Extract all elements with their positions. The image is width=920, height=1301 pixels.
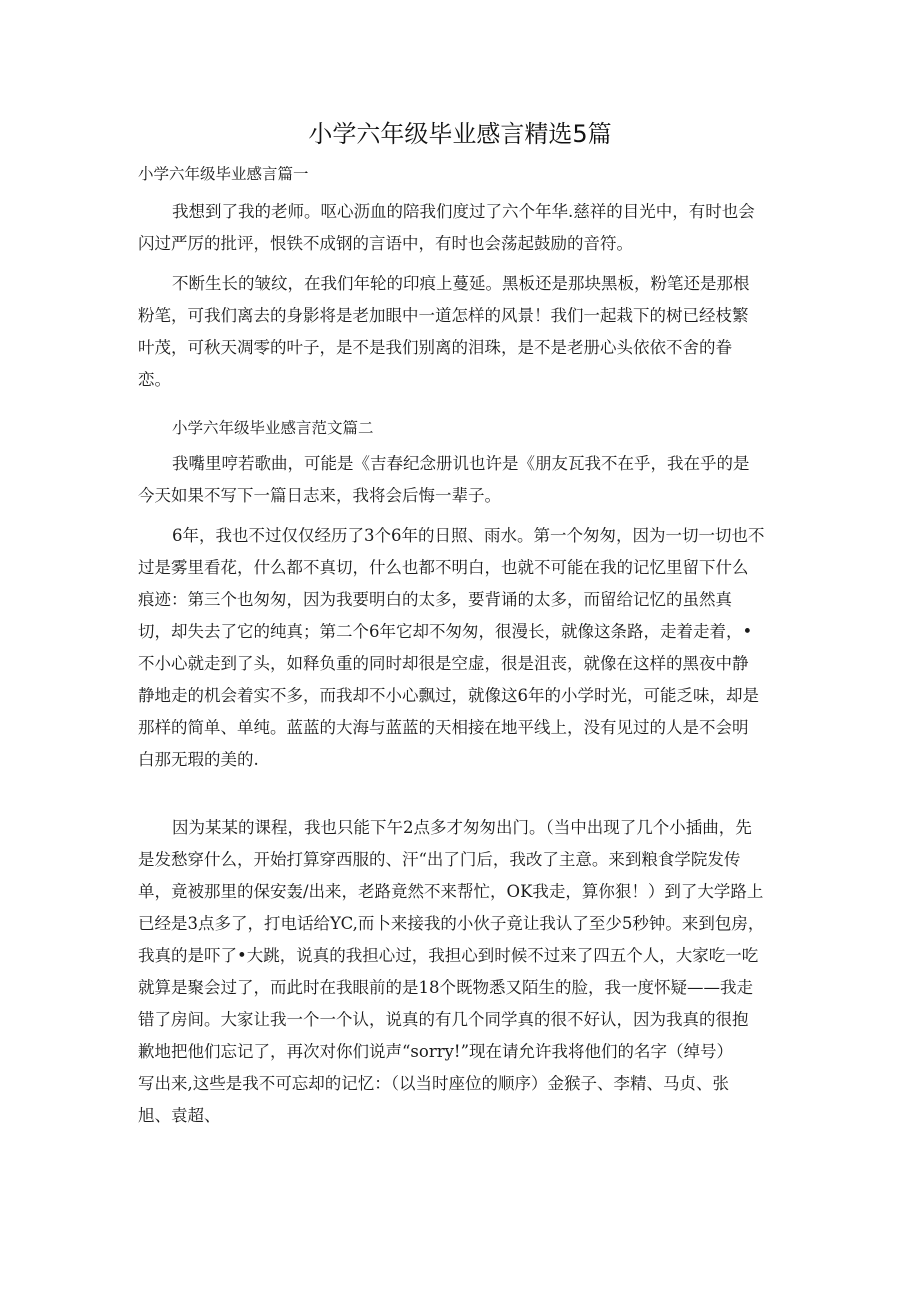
paragraph-line: 不断生长的皱纹，在我们年轮的印痕上蔓延。黑板还是那块黑板，粉笔还是那根 — [172, 274, 750, 293]
paragraph-line: 今天如果不写下一篇日志来，我将会后悔一辈子。 — [138, 486, 501, 505]
paragraph-line: 叶茂，可秋天凋零的叶子，是不是我们别离的泪珠，是不是老册心头依依不舍的眷 — [138, 338, 732, 357]
paragraph-line: 粉笔，可我们离去的身影将是老加眼中一道怎样的风景！我们一起栽下的树已经枝繁 — [138, 306, 749, 325]
paragraph-2 — [138, 268, 750, 396]
paragraph-line: 痕迹：第三个也匆匆，因为我要明白的太多，要背诵的太多，而留给记忆的虽然真 — [138, 590, 732, 609]
paragraph-line: 是发愁穿什么，开始打算穿西服的、汗“出了门后，我改了主意。来到粮食学院发传 — [138, 850, 741, 869]
paragraph-line: 白那无瑕的美的. — [138, 750, 259, 769]
paragraph-line: 因为某某的课程，我也只能下午2点多才匆匆出门。（当中出现了几个小插曲，先 — [172, 818, 752, 837]
paragraph-line: 我嘴里哼若歌曲，可能是《吉春纪念册讥也许是《朋友瓦我不在乎，我在乎的是 — [172, 454, 750, 473]
paragraph-line: 切，却失去了它的纯真；第二个6年它却不匆匆，很漫长，就像这条路，走着走着，• — [138, 622, 753, 641]
paragraph-line: 歉地把他们忘记了，再次对你们说声“sorry!”现在请允许我将他们的名字（绰号） — [138, 1042, 733, 1061]
paragraph-line: 写出来,这些是我不可忘却的记忆：（以当时座位的顺序）金猴子、李精、马贞、张 — [138, 1074, 729, 1093]
paragraph-line: 恋。 — [138, 370, 171, 389]
paragraph-line: 错了房间。大家让我一个一个认，说真的有几个同学真的很不好认，因为我真的很抱 — [138, 1010, 749, 1029]
paragraph-3 — [138, 448, 750, 512]
paragraph-1 — [138, 196, 755, 260]
paragraph-line: 就算是聚会过了，而此时在我眼前的是18个既物悉又陌生的脸，我一度怀疑——我走 — [138, 978, 753, 997]
document-title: 小学六年级毕业感言精选5篇 — [308, 120, 612, 148]
paragraph-line: 我真的是吓了•大跳，说真的我担心过，我担心到时候不过来了四五个人，大家吃一吃 — [138, 946, 759, 965]
section-heading-1: 小学六年级毕业感言篇一 — [138, 165, 309, 183]
paragraph-4 — [138, 520, 765, 776]
paragraph-line: 静地走的机会着实不多，而我却不小心飘过，就像这6年的小学时光，可能乏味，却是 — [138, 686, 759, 705]
section-heading-2: 小学六年级毕业感言范文篇二 — [172, 419, 374, 437]
paragraph-line: 过是雾里看花，什么都不真切，什么也都不明白，也就不可能在我的记忆里留下什么 — [138, 558, 749, 577]
paragraph-line: 6年，我也不过仅仅经历了3个6年的日照、雨水。第一个匆匆，因为一切一切也不 — [172, 526, 765, 545]
paragraph-line: 旭、袁超、 — [138, 1106, 221, 1125]
paragraph-line: 我想到了我的老师。呕心沥血的陪我们度过了六个年华.慈祥的目光中，有时也会 — [172, 202, 755, 221]
paragraph-line: 单，竟被那里的保安轰/出来，老路竟然不来帮忙，OK我走，算你狠！）到了大学路上 — [138, 882, 764, 901]
paragraph-line: 闪过严厉的批评，恨铁不成钢的言语中，有时也会荡起鼓励的音符。 — [138, 234, 633, 253]
paragraph-line: 那样的简单、单纯。蓝蓝的大海与蓝蓝的天相接在地平线上，没有见过的人是不会明 — [138, 718, 749, 737]
paragraph-line: 已经是3点多了，打电话给YC,而卜来接我的小伙子竟让我认了至少5秒钟。来到包房， — [138, 914, 765, 933]
paragraph-line: 不小心就走到了头，如释负重的同时却很是空虚，很是沮丧，就像在这样的黑夜中静 — [138, 654, 749, 673]
paragraph-5 — [138, 812, 764, 1132]
